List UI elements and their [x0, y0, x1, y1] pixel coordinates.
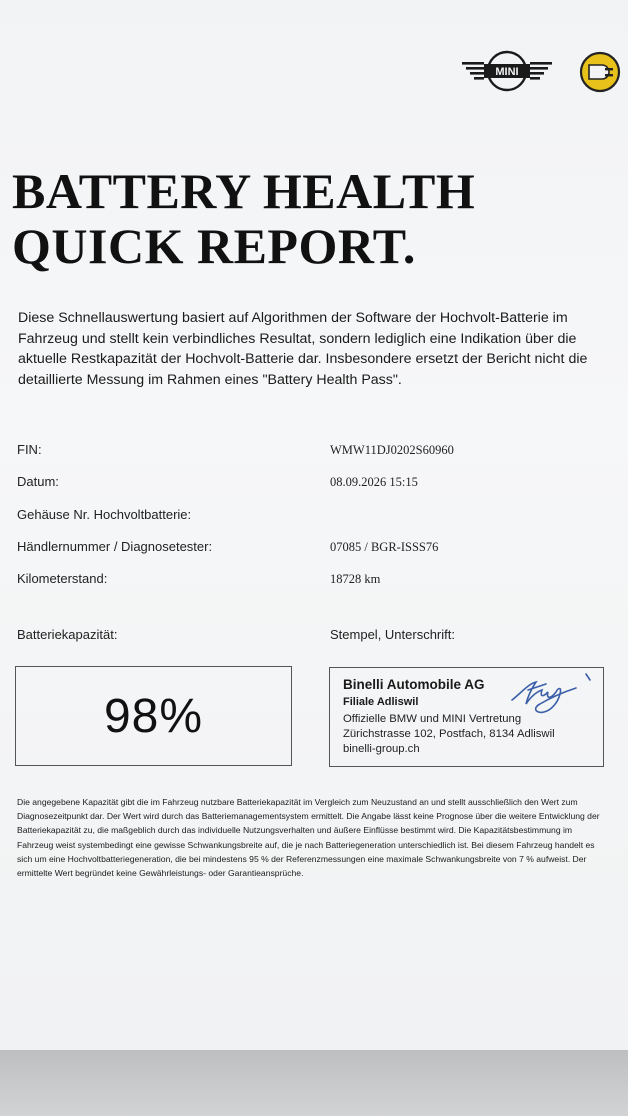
title-line-1: BATTERY HEALTH	[12, 163, 476, 219]
stamp-line-1: Offizielle BMW und MINI Vertretung	[343, 713, 522, 725]
field-label-dealer: Händlernummer / Diagnosetester:	[17, 539, 213, 554]
capacity-value: 98%	[103, 689, 204, 743]
field-value-dealer: 07085 / BGR-ISSS76	[330, 540, 439, 554]
signature	[506, 670, 596, 718]
stamp-line-2: Zürichstrasse 102, Postfach, 8134 Adliswil	[343, 728, 555, 740]
capacity-box	[15, 666, 292, 766]
stamp-line-3: binelli-group.ch	[343, 743, 420, 755]
mini-logo-icon	[460, 50, 554, 92]
title-line-2: QUICK REPORT.	[12, 218, 416, 274]
mini-logo-text: MINI	[495, 66, 519, 78]
capacity-label: Batteriekapazität:	[17, 627, 118, 642]
stamp-branch: Filiale Adliswil	[343, 696, 419, 708]
stamp-company: Binelli Automobile AG	[343, 677, 485, 692]
field-value-fin: WMW11DJ0202S60960	[330, 443, 454, 457]
electric-plug-icon	[579, 51, 621, 93]
background-surface	[0, 1050, 628, 1116]
stamp-box	[329, 667, 604, 767]
intro-paragraph: Diese Schnellauswertung basiert auf Algorithmen der Software der Hochvolt-Batterie im Fahrzeug und stellt kein verbindliches Resultat, sondern lediglich eine Indikation über die aktuelle Restkapazität der Hochvolt-Batterie dar. Insbesondere ersetzt der Bericht nicht die detaillierte Messung im Rahmen eines "Battery Health Pass".	[18, 310, 588, 388]
disclaimer-text: Die angegebene Kapazität gibt die im Fahrzeug nutzbare Batteriekapazität im Vergleich zum Neuzustand an und stellt ausschließlich den Wert zum Diagnosezeitpunkt dar. Der Wert wird durch das Batteriemanagementsystem ermittelt. Die Angabe lässt keine Prognose über die weitere Entwicklung der Batteriekapazität zu, die maßgeblich durch das individuelle Nutzungsverhalten und äußere Einflüsse bestimmt wird. Die Kapazitätsbestimmung im Fahrzeug weist systembedingt eine gewisse Schwankungsbreite auf, die je nach Batteriegeneration unterschiedlich ist. Bei diesem Fahrzeug handelt es sich um eine Hochvoltbatteriegeneration, die bei mindestens 95 % der Referenzmessungen eine maximale Schwankungsbreite von 7 % aufweist. Der ermittelte Wert begründet keine Gewährleistungs- oder Garantieansprüche.	[17, 797, 600, 879]
report-title	[12, 164, 475, 274]
field-value-datum: 08.09.2026 15:15	[330, 475, 418, 489]
field-value-mileage: 18728 km	[330, 572, 381, 586]
field-label-battery-housing: Gehäuse Nr. Hochvoltbatterie:	[17, 507, 192, 522]
field-label-fin: FIN:	[17, 442, 42, 457]
field-label-mileage: Kilometerstand:	[17, 571, 108, 586]
stamp-label: Stempel, Unterschrift:	[330, 627, 455, 642]
field-label-datum: Datum:	[17, 474, 59, 489]
